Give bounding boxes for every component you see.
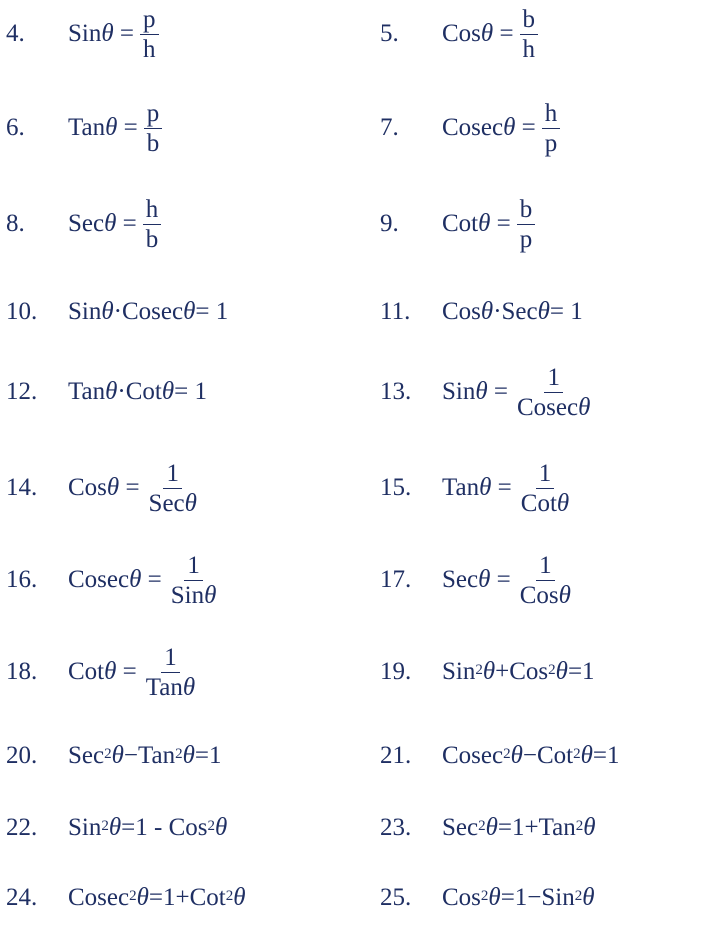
formula-item — [6, 550, 219, 610]
fraction-numerator: 1 — [163, 461, 182, 489]
formula-item — [6, 798, 227, 858]
fraction-numerator: p — [140, 7, 159, 35]
formula-item — [6, 282, 228, 342]
fraction — [542, 101, 561, 156]
formula-lhs: Sinθ = — [68, 20, 134, 47]
formula-expression — [442, 365, 593, 420]
formula-item — [6, 194, 161, 254]
formula-number: 4. — [6, 20, 25, 47]
formula-expression — [442, 461, 572, 516]
fraction-numerator: 1 — [161, 645, 180, 673]
formula-lhs: Secθ = — [442, 566, 511, 593]
fraction-denominator: Cosθ — [519, 581, 571, 609]
formula-number: 25. — [380, 884, 412, 911]
formula-number: 20. — [6, 742, 38, 769]
fraction — [520, 7, 539, 62]
fraction-numerator: h — [542, 101, 561, 129]
formula-expression: Cosec $^2$ θ =1+Cot $^2$ θ — [68, 884, 246, 911]
formula-item — [6, 726, 222, 786]
formula-item — [6, 642, 198, 702]
formula-expression: Cos θ ·Sec θ = 1 — [442, 298, 583, 325]
fraction-denominator: Cotθ — [520, 489, 570, 517]
fraction-denominator: Tanθ — [145, 673, 196, 701]
fraction — [140, 7, 159, 62]
fraction-denominator: h — [143, 35, 156, 63]
formula-item — [6, 362, 207, 422]
fraction — [517, 197, 536, 252]
formula-item — [380, 642, 595, 702]
formula-lhs: Cotθ = — [442, 210, 511, 237]
fraction — [146, 461, 200, 516]
formula-expression — [68, 645, 198, 700]
formula-expression — [442, 101, 560, 156]
formula-expression — [68, 101, 162, 156]
formula-expression: Sec $^2$ θ −Tan $^2$ θ =1 — [68, 742, 222, 769]
fraction — [518, 461, 572, 516]
formula-number: 10. — [6, 298, 38, 325]
formula-item — [6, 98, 162, 158]
formula-item — [6, 4, 159, 64]
formula-item — [380, 458, 572, 518]
fraction — [143, 645, 198, 700]
formula-item — [380, 362, 593, 422]
formula-expression: Tan θ ·Cot θ = 1 — [68, 378, 207, 405]
formula-expression: Sin $^2$ θ +Cos $^2$ θ =1 — [442, 658, 595, 685]
fraction-denominator: b — [145, 225, 159, 253]
fraction-denominator: Cosecθ — [517, 393, 591, 421]
formula-item — [6, 458, 200, 518]
formula-number: 18. — [6, 658, 38, 685]
fraction-numerator: 1 — [536, 553, 555, 581]
formula-number: 14. — [6, 474, 38, 501]
formula-number: 21. — [380, 742, 412, 769]
formula-number: 16. — [6, 566, 38, 593]
fraction-denominator: p — [519, 225, 533, 253]
formula-item — [380, 282, 583, 342]
formula-expression — [68, 461, 200, 516]
formula-number: 8. — [6, 210, 25, 237]
formula-expression — [442, 553, 574, 608]
formula-expression — [442, 7, 538, 62]
fraction-denominator: b — [146, 129, 160, 157]
formula-lhs: Cosecθ = — [442, 114, 536, 141]
formula-item — [380, 798, 596, 858]
formula-lhs: Cosecθ = — [68, 566, 162, 593]
formula-expression — [442, 197, 535, 252]
fraction-numerator: b — [517, 197, 536, 225]
fraction-denominator: Secθ — [148, 489, 197, 517]
formula-expression: Sec $^2$ θ =1+Tan $^2$ θ — [442, 814, 596, 841]
formula-lhs: Sinθ = — [442, 378, 508, 405]
formula-number: 24. — [6, 884, 38, 911]
formula-item — [380, 194, 535, 254]
formula-number: 17. — [380, 566, 412, 593]
formula-expression — [68, 553, 219, 608]
formula-expression: Sin θ ·Cosec θ = 1 — [68, 298, 229, 325]
fraction — [517, 553, 574, 608]
formula-expression — [68, 7, 159, 62]
fraction-denominator: h — [522, 35, 536, 63]
formula-number: 5. — [380, 20, 399, 47]
fraction — [168, 553, 220, 608]
formula-number: 13. — [380, 378, 412, 405]
fraction — [144, 101, 163, 156]
formula-expression — [68, 197, 161, 252]
formula-lhs: Cosθ = — [442, 20, 514, 47]
formula-item — [6, 868, 246, 928]
formula-number: 9. — [380, 210, 399, 237]
fraction-numerator: p — [144, 101, 163, 129]
fraction-numerator: 1 — [544, 365, 563, 393]
formula-item — [380, 4, 538, 64]
formula-number: 19. — [380, 658, 412, 685]
fraction-numerator: h — [143, 197, 162, 225]
fraction-numerator: b — [520, 7, 539, 35]
fraction — [514, 365, 593, 420]
formula-number: 12. — [6, 378, 38, 405]
formula-lhs: Cosθ = — [68, 474, 140, 501]
fraction — [143, 197, 162, 252]
formula-lhs: Cotθ = — [68, 658, 137, 685]
formula-item — [380, 98, 560, 158]
formula-item — [380, 550, 574, 610]
formula-lhs: Secθ = — [68, 210, 137, 237]
formula-number: 11. — [380, 298, 411, 325]
formula-number: 15. — [380, 474, 412, 501]
fraction-numerator: 1 — [184, 553, 203, 581]
formula-number: 7. — [380, 114, 399, 141]
formula-number: 23. — [380, 814, 412, 841]
formula-item — [380, 726, 620, 786]
formula-expression: Cos $^2$ θ =1−Sin $^2$ θ — [442, 884, 595, 911]
formula-expression: Cosec $^2$ θ −Cot $^2$ θ =1 — [442, 742, 620, 769]
formula-lhs: Tanθ = — [68, 114, 138, 141]
fraction-denominator: Sinθ — [170, 581, 217, 609]
formula-expression: Sin $^2$ θ =1 - Cos $^2$ θ — [68, 814, 228, 841]
formula-item — [380, 868, 595, 928]
fraction-numerator: 1 — [536, 461, 555, 489]
formula-number: 22. — [6, 814, 38, 841]
formula-number: 6. — [6, 114, 25, 141]
fraction-denominator: p — [544, 129, 558, 157]
formula-lhs: Tanθ = — [442, 474, 512, 501]
